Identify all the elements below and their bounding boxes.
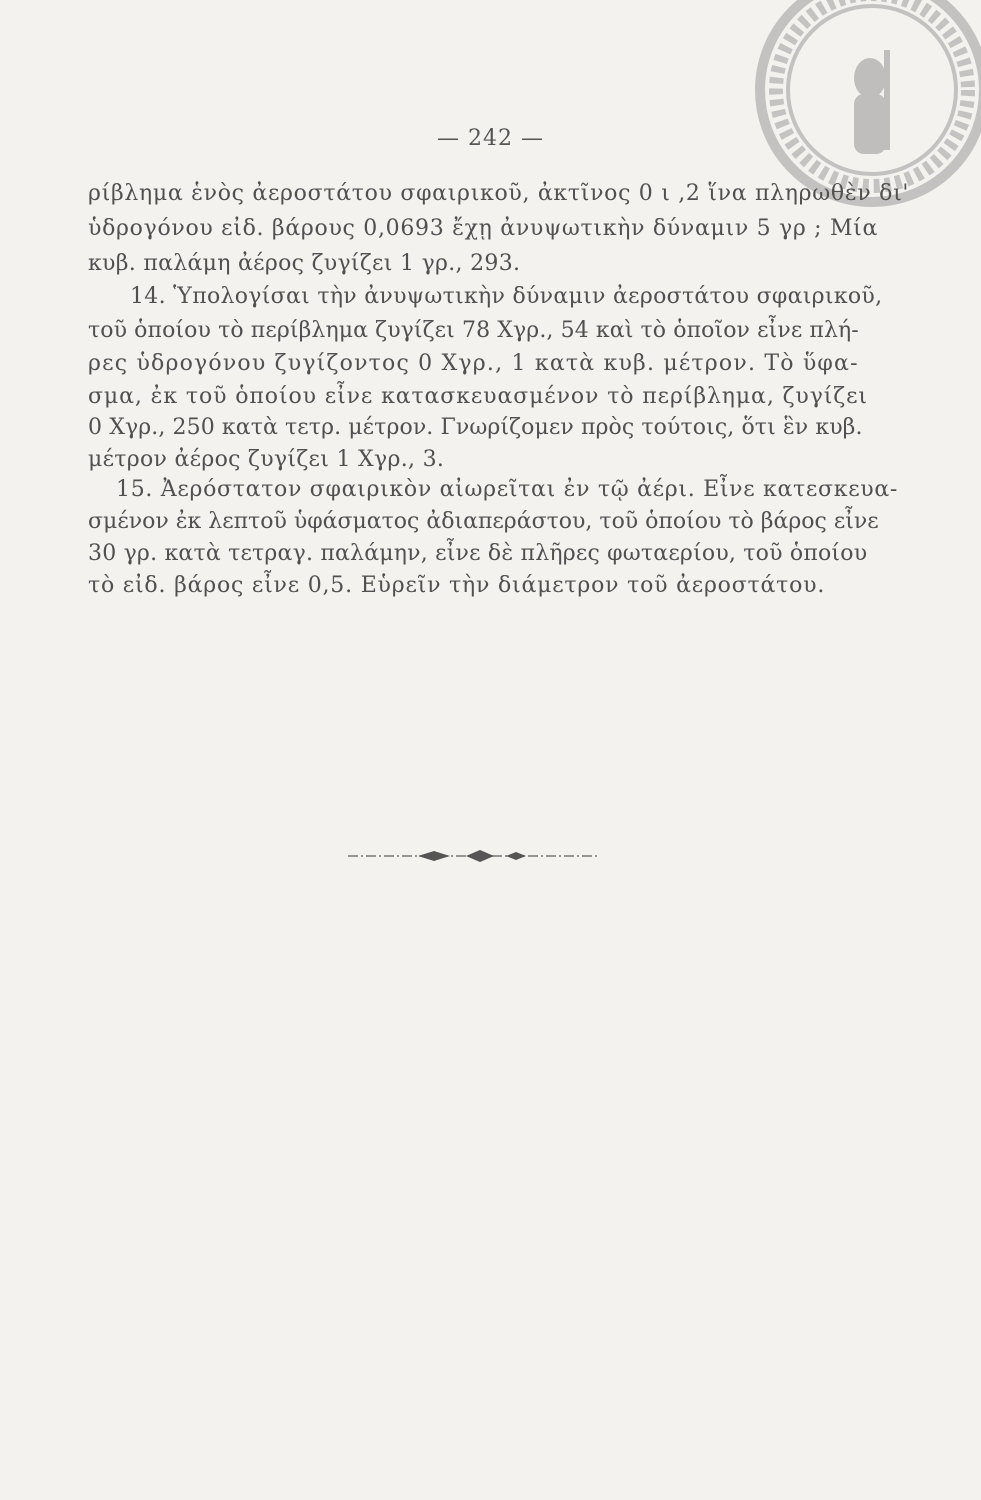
page-number: — 242 —: [437, 126, 544, 151]
text-line: 30 γρ. κατὰ τετραγ. παλάμην, εἶνε δὲ πλῆρες φωταερίου, τοῦ ὁποίου: [88, 541, 868, 566]
text-line: ρίβλημα ἑνὸς ἀεροστάτου σφαιρικοῦ, ἀκτῖνος 0 ι ,2 ἵνα πληρωθὲν δι': [88, 181, 910, 206]
text-line: 0 Χγρ., 250 κατὰ τετρ. μέτρον. Γνωρίζομεν πρὸς τούτοις, ὅτι ἓν κυβ.: [88, 415, 863, 440]
text-line: σμα, ἐκ τοῦ ὁποίου εἶνε κατασκευασμένον τὸ περίβλημα, ζυγίζει: [88, 384, 868, 409]
text-line: ὑδρογόνου εἰδ. βάρους 0,0693 ἔχῃ ἀνυψωτικὴν δύναμιν 5 γρ ; Μία: [88, 216, 879, 241]
text-line: ρες ὑδρογόνου ζυγίζοντος 0 Χγρ., 1 κατὰ κυβ. μέτρον. Τὸ ὕφα-: [88, 351, 859, 376]
text-line: 15. Ἀερόστατον σφαιρικὸν αἰωρεῖται ἐν τῷ ἀέρι. Εἶνε κατεσκευα-: [116, 477, 899, 502]
text-line: τὸ εἰδ. βάρος εἶνε 0,5. Εὑρεῖν τὴν διάμετρον τοῦ ἀεροστάτου.: [88, 573, 826, 598]
text-line: σμένον ἐκ λεπτοῦ ὑφάσματος ἀδιαπεράστου, τοῦ ὁποίου τὸ βάρος εἶνε: [88, 509, 879, 534]
text-line: κυβ. παλάμη ἀέρος ζυγίζει 1 γρ., 293.: [88, 251, 521, 276]
text-line: τοῦ ὁποίου τὸ περίβλημα ζυγίζει 78 Χγρ., 54 καὶ τὸ ὁποῖον εἶνε πλή-: [88, 318, 859, 343]
text-line: μέτρον ἀέρος ζυγίζει 1 Χγρ., 3.: [88, 447, 445, 472]
text-line: 14. Ὑπολογίσαι τὴν ἀνυψωτικὴν δύναμιν ἀεροστάτου σφαιρικοῦ,: [130, 284, 883, 309]
ornament-divider: [348, 848, 598, 864]
